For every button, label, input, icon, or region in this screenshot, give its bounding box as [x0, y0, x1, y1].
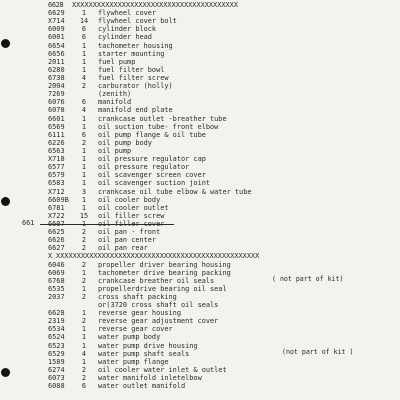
description: oil filler cover [98, 219, 165, 228]
quantity: 1 [81, 268, 87, 277]
description: oil scavenger suction joint [98, 179, 211, 188]
description: crankcase oil tube elbow & water tube [98, 187, 252, 196]
quantity: 2 [81, 244, 87, 253]
quantity: 1 [81, 195, 87, 204]
quantity: 1 [81, 155, 87, 164]
description: water pump shaft seals [98, 349, 190, 358]
part-number: X722 [48, 211, 65, 220]
part-number: 6078 [48, 106, 65, 115]
part-number: 2004 [48, 82, 65, 91]
quantity: 2 [81, 138, 87, 147]
part-number: 2037 [48, 292, 65, 301]
quantity: 6 [81, 25, 87, 34]
quantity: 2 [81, 228, 87, 237]
description: oil pump [98, 146, 132, 155]
description: crankcase outlet -breather tube [98, 114, 227, 123]
quantity: 2 [81, 260, 87, 269]
quantity: 1 [81, 122, 87, 131]
part-number: 6768 [48, 276, 65, 285]
quantity: 2 [81, 82, 87, 91]
x-separator: XXXXXXXXXXXXXXXXXXXXXXXXXXXXXXXXXXXXXXXXXXXXXXXXX [56, 252, 260, 261]
part-number: 6628 [48, 309, 65, 318]
part-number: 6524 [48, 333, 65, 342]
quantity: 1 [81, 309, 87, 318]
quantity: 2 [81, 374, 87, 383]
description: oil pump flange & oil tube [98, 130, 206, 139]
description: fuel filter screw [98, 73, 169, 82]
description: oil scavenger screen cover [98, 171, 206, 180]
description: oil suction tube- front elbow [98, 122, 219, 131]
quantity: 2 [81, 317, 87, 326]
part-number: 6579 [48, 171, 65, 180]
description: starter mounting [98, 49, 165, 58]
description: oil filler screw [98, 211, 165, 220]
quantity: 1 [81, 357, 87, 366]
quantity: 2 [81, 365, 87, 374]
part-number: 6280 [48, 65, 65, 74]
part-number: X [48, 252, 52, 261]
part-number: X718 [48, 155, 65, 164]
description: oil cooler body [98, 195, 161, 204]
part-number: 6529 [48, 349, 65, 358]
description: cylinder head [98, 33, 152, 42]
part-number: 6009 [48, 25, 65, 34]
part-number: 2011 [48, 57, 65, 66]
part-number: 1589 [48, 357, 65, 366]
description: cylinder block [98, 25, 157, 34]
description: water pump flange [98, 357, 169, 366]
part-number: 6629 [48, 9, 65, 18]
part-number: 6625 [48, 228, 65, 237]
part-number: 6601 [48, 114, 65, 123]
punch-hole-middle [1, 197, 10, 206]
description: water manifold inletelbow [98, 374, 202, 383]
quantity: 1 [81, 114, 87, 123]
part-number: 6073 [48, 374, 65, 383]
part-number: 7269 [48, 90, 65, 99]
quantity: 1 [81, 333, 87, 342]
description: tachometer drive bearing packing [98, 268, 231, 277]
not-part-of-kit-note-2: (not part of kit ) [282, 348, 354, 356]
description: oil pressure regulator cap [98, 155, 206, 164]
part-number: 6628 [48, 1, 64, 9]
part-number: 6563 [48, 146, 65, 155]
part-number: 6274 [48, 365, 65, 374]
not-part-of-kit-note-1: ( not part of kit) [272, 275, 344, 283]
description: manifold end plate [98, 106, 173, 115]
description: oil pan center [98, 236, 157, 245]
quantity: 4 [81, 73, 87, 82]
quantity: 4 [81, 349, 87, 358]
description: crankcase breather oil seals [98, 276, 215, 285]
quantity: 6 [81, 382, 87, 391]
description: flywheel cover [98, 9, 157, 18]
quantity: 1 [81, 9, 87, 18]
part-number: 6607 [48, 219, 65, 228]
description: oil pressure regulator [98, 163, 190, 172]
quantity: 1 [81, 171, 87, 180]
description: water pump body [98, 333, 161, 342]
quantity: 1 [81, 163, 87, 172]
description: tachometer housing [98, 41, 173, 50]
description: oil pan rear [98, 244, 148, 253]
part-number: 6781 [48, 203, 65, 212]
part-number: X712 [48, 187, 65, 196]
part-number: 6577 [48, 163, 65, 172]
quantity: 6 [81, 33, 87, 42]
part-number: 6046 [48, 260, 65, 269]
part-number: X714 [48, 17, 65, 26]
description: water outlet manifold [98, 382, 186, 391]
part-number: 6069 [48, 268, 65, 277]
description: fuel filter bowl [98, 65, 165, 74]
quantity: 1 [81, 203, 87, 212]
part-number: 2319 [48, 317, 65, 326]
description: fuel pump [98, 57, 136, 66]
quantity: 2 [81, 236, 87, 245]
x-separator: XXXXXXXXXXXXXXXXXXXXXXXXXXXXXXXXXXXXXXXX [72, 1, 238, 9]
description: cross shaft packing [98, 292, 177, 301]
part-number: 6656 [48, 49, 65, 58]
handwritten-note-661: 661 [22, 219, 35, 227]
part-number: 6076 [48, 98, 65, 107]
part-number: 6111 [48, 130, 65, 139]
quantity: 3 [81, 187, 87, 196]
quantity: 1 [81, 49, 87, 58]
part-number: 6088 [48, 382, 65, 391]
quantity: 2 [81, 292, 87, 301]
quantity: 14 [79, 17, 89, 26]
part-number: 6654 [48, 41, 65, 50]
quantity: 1 [81, 146, 87, 155]
description: oil cooler outlet [98, 203, 169, 212]
strikethrough-line [40, 224, 174, 225]
description: oil pump body [98, 138, 152, 147]
description: propeller driver bearing housing [98, 260, 231, 269]
quantity: 4 [81, 106, 87, 115]
punch-hole-bottom [1, 368, 10, 377]
part-number: 6609B [48, 195, 69, 204]
quantity: 1 [81, 219, 87, 228]
description: or(3720 cross shaft oil seals [98, 301, 219, 310]
part-number: 6535 [48, 284, 65, 293]
quantity: 1 [81, 179, 87, 188]
description: oil pan - front [98, 228, 161, 237]
description: oil cooler water inlet & outlet [98, 365, 227, 374]
part-number: 6738 [48, 73, 65, 82]
quantity: 1 [81, 284, 87, 293]
quantity: 1 [81, 341, 87, 350]
part-number: 6626 [48, 236, 65, 245]
description: reverse gear housing [98, 309, 181, 318]
description: flywheel cover bolt [98, 17, 177, 26]
description: (zenith) [98, 90, 132, 99]
quantity: 6 [81, 130, 87, 139]
quantity: 1 [81, 325, 87, 334]
part-number: 6001 [48, 33, 65, 42]
part-number: 6534 [48, 325, 65, 334]
part-number: 6583 [48, 179, 65, 188]
part-number: 6523 [48, 341, 65, 350]
punch-hole-top [1, 39, 10, 48]
description: reverse gear adjustment cover [98, 317, 219, 326]
quantity: 1 [81, 57, 87, 66]
part-number: 6226 [48, 138, 65, 147]
quantity: 1 [81, 41, 87, 50]
quantity: 1 [81, 65, 87, 74]
description: propellerdrive bearing oil seal [98, 284, 227, 293]
description: water pump drive housing [98, 341, 198, 350]
description: carburator (holly) [98, 82, 173, 91]
description: reverse gear cover [98, 325, 173, 334]
quantity: 6 [81, 98, 87, 107]
quantity: 15 [79, 211, 89, 220]
description: manifold [98, 98, 132, 107]
part-number: 6569 [48, 122, 65, 131]
quantity: 2 [81, 276, 87, 285]
part-number: 6627 [48, 244, 65, 253]
